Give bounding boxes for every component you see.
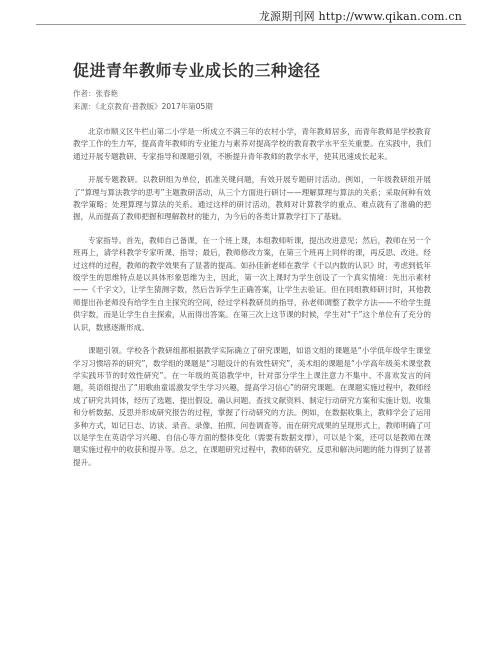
article-author: 作者：张春艳 (73, 89, 118, 98)
paragraph: 专家指导。首先，教师自己备课，在一个班上课，本组教师听课，提出改进意见；然后，教师在另一个班再上，请学科教学专家听课、指导；最后，教师修改方案，在第三个班再上同样的课，再反思、改进。经过这样的过程，教师的教学效果有了显著的提高。如孙佳新老师在教学《千以内数的认识》时，考虑到低年级学生的思维特点是以具体形象思维为主，因此，第一次上课时为学生创设了一个真实情境：先出示素材——《千字文》，让学生猜测字数，然后告诉学生正确答案，让学生去验证。但在同组教师研讨时，其他教师提出孙老师没有给学生自主探究的空间，经过学科教研员的指导，孙老师调整了教学方法——不给学生提供字数，而是让学生自主探索，从而得出答案。在第三次上这节课的时候，学生对“千”这个单位有了充分的认识，数感逐渐形成。 (73, 235, 431, 332)
paragraph: 开展专题教研。以教研组为单位，抓准关键问题，有效开展专题研讨活动。例如，一年级教研组开展了“算理与算法教学的思考”主题教研活动，从三个方面进行研讨——理解算理与算法的关系；采取何种有效教学策略；处理算理与算法的关系。通过这样的研讨活动，教师对计算教学的重点、难点就有了准确的把握，从而提高了教师把握和理解教材的能力，为今后的各类计算教学打下了基础。 (73, 175, 431, 222)
paragraph: 课题引领。学校各个教研组都根据教学实际确立了研究课题，如语文组的课题是“小学低年级学生课堂学习习惯培养的研究”，数学组的课题是“习题设计的有效性研究”，美术组的课题是“小学高年级美术课堂教学实践环节的时效性研究”。在一年级的英语教学中，针对部分学生上课注意力不集中、不喜欢发言的问题，英语组提出了“用歌曲童谣激发学生学习兴趣，提高学习信心”的研究课题。在课题实施过程中，教师经成了研究共同体，经历了选题、提出假设、确认问题、查找文献资料、制定行动研究方案和实施计划、收集和分析数据、反思并形成研究报告的过程，掌握了行动研究的方法。例如，在数据收集上，教师学会了运用多种方式，如记日志、访谈、录音、录像、拍照、问卷调查等。而在研究成果的呈现形式上，教师明确了可以是学生在英语学习兴趣、自信心等方面的整体变化（需要有数据支撑），可以是个案，还可以是教师在课题实施过程中的收获和提升等。总之，在课题研究过程中，教师的研究、反思和解决问题的能力得到了显著提升。 (73, 346, 431, 467)
header-brand[interactable]: 龙源期刊网 http://www.qikan.com.cn (258, 10, 462, 23)
header-divider (36, 24, 466, 25)
paragraph: 北京市顺义区牛栏山第二小学是一所成立不满三年的农村小学，青年教师居多，而青年教师是学校教育教学工作的生力军，提高青年教师的专业能力与素养对提高学校的教育教学水平至关重要。在实践中，我们通过开展专题教研、专家指导和课题引领，不断提升青年教师的教学水平，使其迅速成长起来。 (73, 127, 431, 161)
article-title: 促进青年教师专业成长的三种途径 (73, 61, 321, 80)
article-source: 来源：《北京教育·普教版》2017年第05期 (73, 102, 213, 111)
article-body (73, 126, 431, 480)
